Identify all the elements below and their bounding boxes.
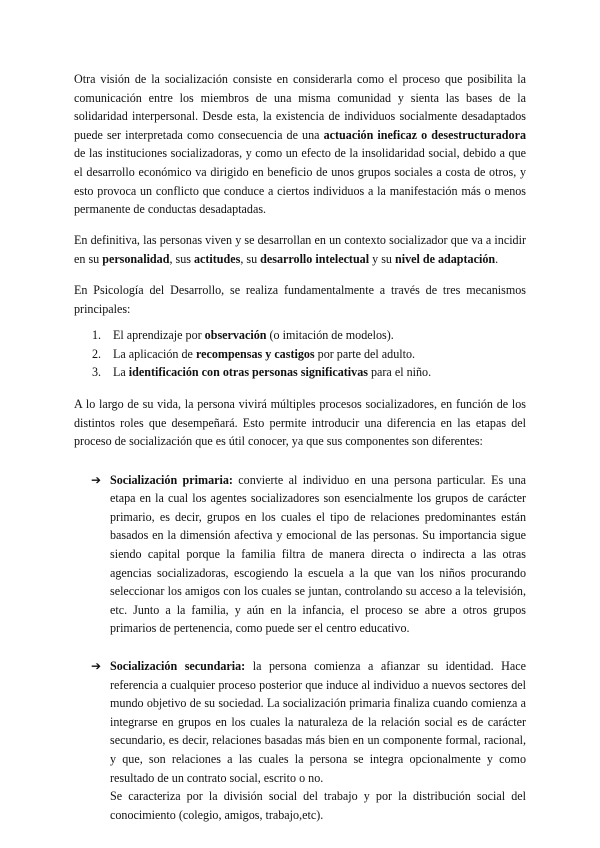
text-run: El aprendizaje por <box>113 328 205 343</box>
bold-term: desarrollo intelectual <box>260 251 370 266</box>
list-number: 1. <box>92 328 102 343</box>
paragraph-context <box>74 231 526 268</box>
bold-term: recompensas y castigos <box>195 346 315 361</box>
stage-secondary-socialization <box>74 657 526 824</box>
bold-term: actuación ineficaz o desestructuradora <box>323 127 526 142</box>
stage-secondary-text <box>110 657 526 787</box>
text-run: para el niño. <box>367 365 432 380</box>
text-run: (o imitación de modelos). <box>266 328 394 343</box>
bold-term: personalidad <box>102 251 170 266</box>
list-item <box>74 345 526 364</box>
paragraph-stages-intro: A lo largo de su vida, la persona vivirá múltiples procesos socializadores, en función de los distintos roles que desempeñará. Esto permite introducir una diferencia en las etapas del proceso de socialización que es útil conocer, ya que sus componentes son diferentes: <box>74 396 526 449</box>
mechanisms-list <box>74 326 526 382</box>
text-run: , su <box>240 251 261 266</box>
arrow-bullet-icon: ➔ <box>91 472 102 487</box>
bold-term: identificación con otras personas significativas <box>128 365 368 380</box>
text-run: . <box>495 251 499 266</box>
bold-term: nivel de adaptación <box>394 251 496 266</box>
text-run: Otra visión de la socialización consiste en considerarla como el proceso que posibilita la comunicación entre los miembros de una misma comunidad y sienta las bases de la solidaridad interpersonal. Desde esta, la existencia de individuos socialmente desadaptados puede ser interpretada como consecuencia de una <box>74 72 526 142</box>
text-run: por parte del adulto. <box>314 346 416 361</box>
bold-term: actitudes <box>193 251 241 266</box>
list-number: 2. <box>92 346 102 361</box>
bold-term: observación <box>204 328 267 343</box>
text-run: La aplicación de <box>113 346 196 361</box>
list-item <box>74 363 526 382</box>
stage-title: Socialización primaria: <box>110 472 233 487</box>
list-number: 3. <box>92 365 102 380</box>
text-run: de las instituciones socializadoras, y como un efecto de la insolidaridad social, debido a que el desarrollo económico va dirigido en beneficio de unos grupos sociales a costa de otros, y esto provoca un conflicto que conduce a ciertos individuos a la manifestación más o menos permanente de conductas desadaptadas. <box>74 146 526 217</box>
stage-title: Socialización secundaria: <box>110 659 246 674</box>
text-run: En definitiva, las personas viven y se desarrollan en un contexto socializador que va a incidir en su <box>74 233 526 266</box>
stage-primary-text <box>110 471 526 638</box>
text-run: La <box>113 365 129 380</box>
stage-primary-socialization <box>74 471 526 638</box>
paragraph-socialization-vision <box>74 70 526 219</box>
paragraph-mechanisms-intro: En Psicología del Desarrollo, se realiza fundamentalmente a través de tres mecanismos principales: <box>74 282 526 316</box>
stage-secondary-text-2: Se caracteriza por la división social del trabajo y por la distribución social del conocimiento (colegio, amigos, trabajo,etc). <box>110 789 526 822</box>
text-run: convierte al individuo en una persona particular. Es una etapa en la cual los agentes socializadores son esencialmente los grupos de carácter primario, es decir, grupos en los cuales el tipo de relaciones predominantes están basados en la dimensión afectiva y emocional de las personas. Su importancia sigue siendo capital porque la familia filtra de manera directa o indirecta a las otras agencias socializadoras, escogiendo la escuela a la que van los niños procurando seleccionar los amigos con los cuales se juntan, controlando su acceso a la televisión, etc. Junto a la familia, y aún en la infancia, el proceso se abre a otros grupos primarios de pertenencia, como puede ser el centro educativo. <box>110 472 526 636</box>
text-run: , sus <box>169 251 194 266</box>
text-run: y su <box>369 251 395 266</box>
arrow-bullet-icon: ➔ <box>91 659 102 674</box>
list-item <box>74 326 526 345</box>
text-run: la persona comienza a afianzar su identidad. Hace referencia a cualquier proceso posterior que induce al individuo a nuevos sectores del mundo objetivo de su sociedad. La socialización primaria finaliza cuando comienza a integrarse en grupos en los cuales la naturaleza de la relación social es de carácter secundario, es decir, relaciones basadas más bien en un componente formal, racional, y que, son relaciones a las cuales la persona se integra opcionalmente y como resultado de un contrato social, escrito o no. <box>110 659 526 785</box>
